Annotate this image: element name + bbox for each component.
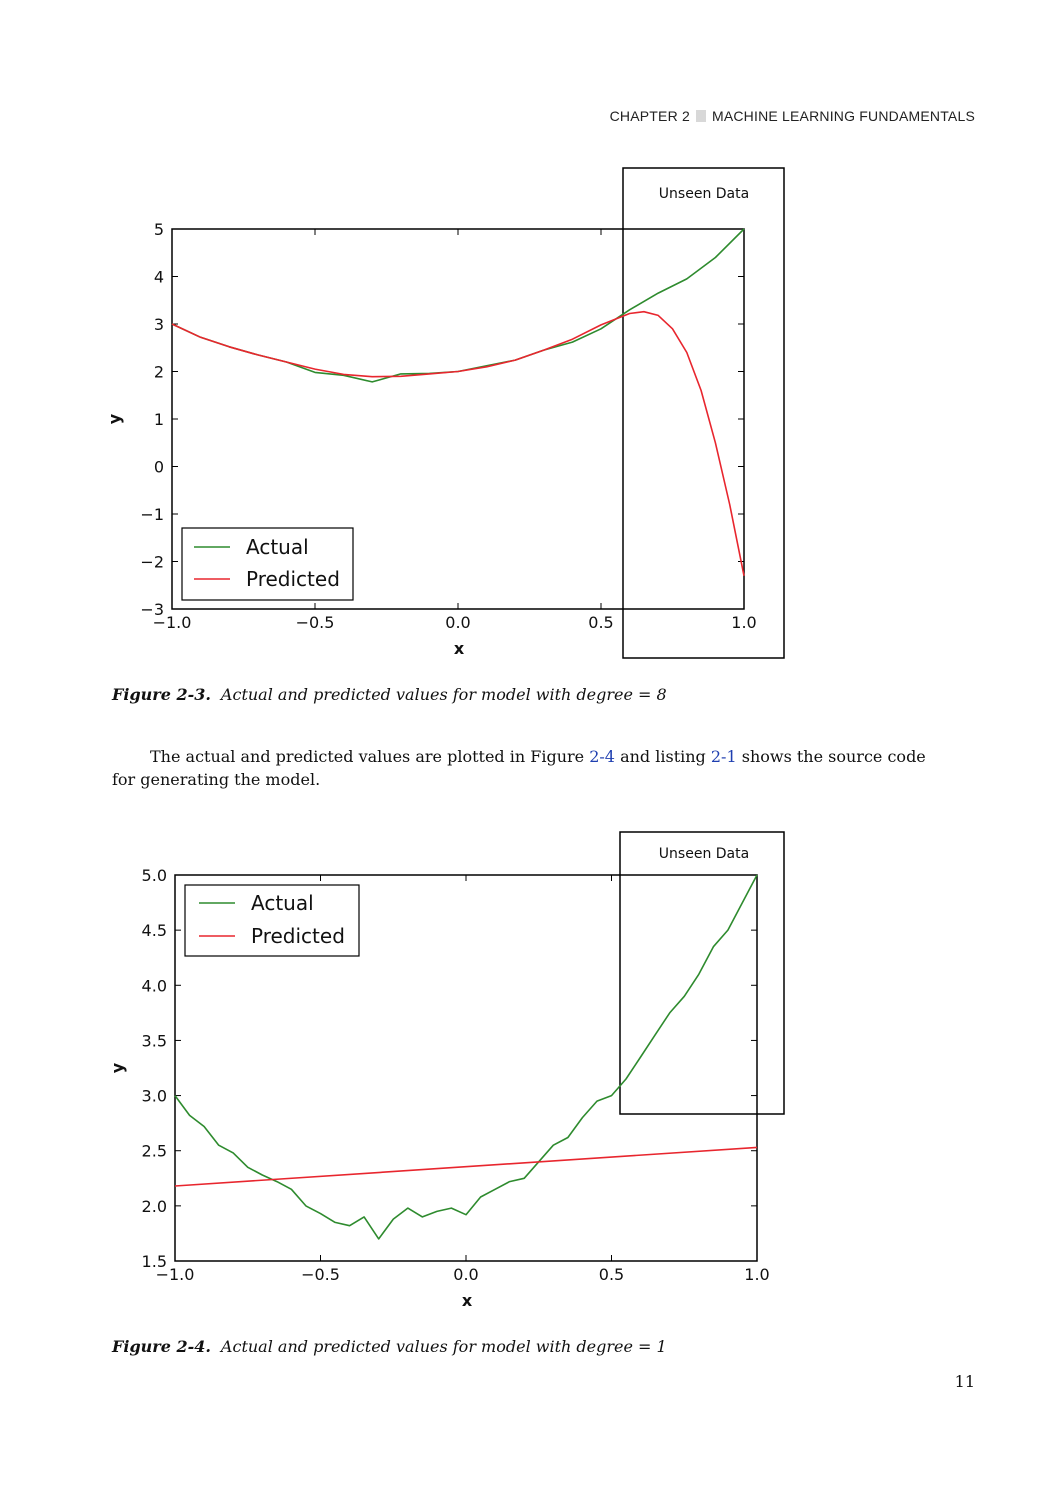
legend-actual-label: Actual (246, 535, 309, 559)
y-tick-label: 2.0 (141, 1196, 167, 1216)
body-paragraph (112, 745, 942, 791)
caption-text: Actual and predicted values for model with degree = 1 (220, 1337, 667, 1356)
figure-ref-link[interactable]: 2-4 (589, 747, 615, 766)
figure-2-3-chart (0, 0, 1050, 680)
y-tick-label: 3.5 (141, 1031, 167, 1051)
y-tick-label: 4 (153, 267, 164, 287)
chapter-title: MACHINE LEARNING FUNDAMENTALS (711, 108, 975, 124)
x-tick-label: 0.0 (453, 1265, 479, 1284)
paragraph-text-2: and listing (614, 747, 711, 766)
y-tick-label: 4.5 (141, 921, 167, 941)
legend (185, 885, 359, 956)
x-tick-label: −0.5 (295, 613, 335, 632)
caption-label: Figure 2-3. (112, 685, 211, 704)
unseen-data-label: Unseen Data (658, 846, 750, 862)
y-tick-label: 2 (153, 362, 164, 382)
legend-predicted-label: Predicted (246, 567, 340, 591)
x-tick-label: −1.0 (152, 613, 192, 632)
x-axis-label: x (461, 1291, 473, 1310)
x-tick-label: 0.0 (445, 613, 471, 632)
unseen-data-label: Unseen Data (658, 186, 750, 202)
y-tick-label: −2 (140, 552, 164, 572)
legend-predicted-label: Predicted (251, 924, 345, 948)
x-tick-label: 0.5 (588, 613, 614, 632)
x-tick-label: 1.0 (731, 613, 757, 632)
x-tick-label: 1.0 (744, 1265, 770, 1284)
figure-2-3-caption (112, 685, 667, 704)
y-tick-label: 3 (153, 315, 164, 334)
unseen-data-box (623, 168, 784, 658)
listing-ref-link[interactable]: 2-1 (710, 747, 737, 766)
caption-text: Actual and predicted values for model with degree = 8 (220, 685, 667, 704)
y-tick-label: 1 (153, 410, 164, 429)
y-tick-label: 5.0 (141, 866, 167, 885)
page-number: 11 (954, 1372, 975, 1391)
y-tick-label: 2.5 (141, 1141, 167, 1161)
y-tick-label: 0 (153, 457, 164, 477)
chapter-label: CHAPTER 2 (609, 108, 690, 124)
series-line-predicted (175, 1147, 757, 1186)
series-line-actual (172, 229, 744, 382)
x-tick-label: 0.5 (598, 1265, 625, 1284)
y-tick-label: 5 (153, 220, 164, 239)
caption-label: Figure 2-4. (112, 1337, 211, 1356)
y-tick-label: −1 (140, 505, 164, 524)
y-tick-label: 3.0 (141, 1086, 167, 1106)
y-axis-label: y (108, 1062, 127, 1074)
paragraph-text-3: shows the source code for generating the model. (112, 747, 926, 789)
y-axis-label: y (105, 413, 124, 425)
x-axis-label: x (453, 639, 465, 658)
y-tick-label: 1.5 (141, 1252, 167, 1271)
figure-2-4-caption (112, 1337, 667, 1356)
legend-actual-label: Actual (251, 891, 314, 915)
paragraph-text-1: The actual and predicted values are plotted in Figure (150, 747, 590, 766)
x-tick-label: −0.5 (301, 1265, 340, 1284)
x-tick-label: −1.0 (155, 1265, 195, 1284)
figure-2-4-chart (0, 820, 1050, 1330)
y-tick-label: 4.0 (141, 976, 167, 996)
legend (182, 528, 353, 600)
y-tick-label: −3 (140, 600, 164, 619)
